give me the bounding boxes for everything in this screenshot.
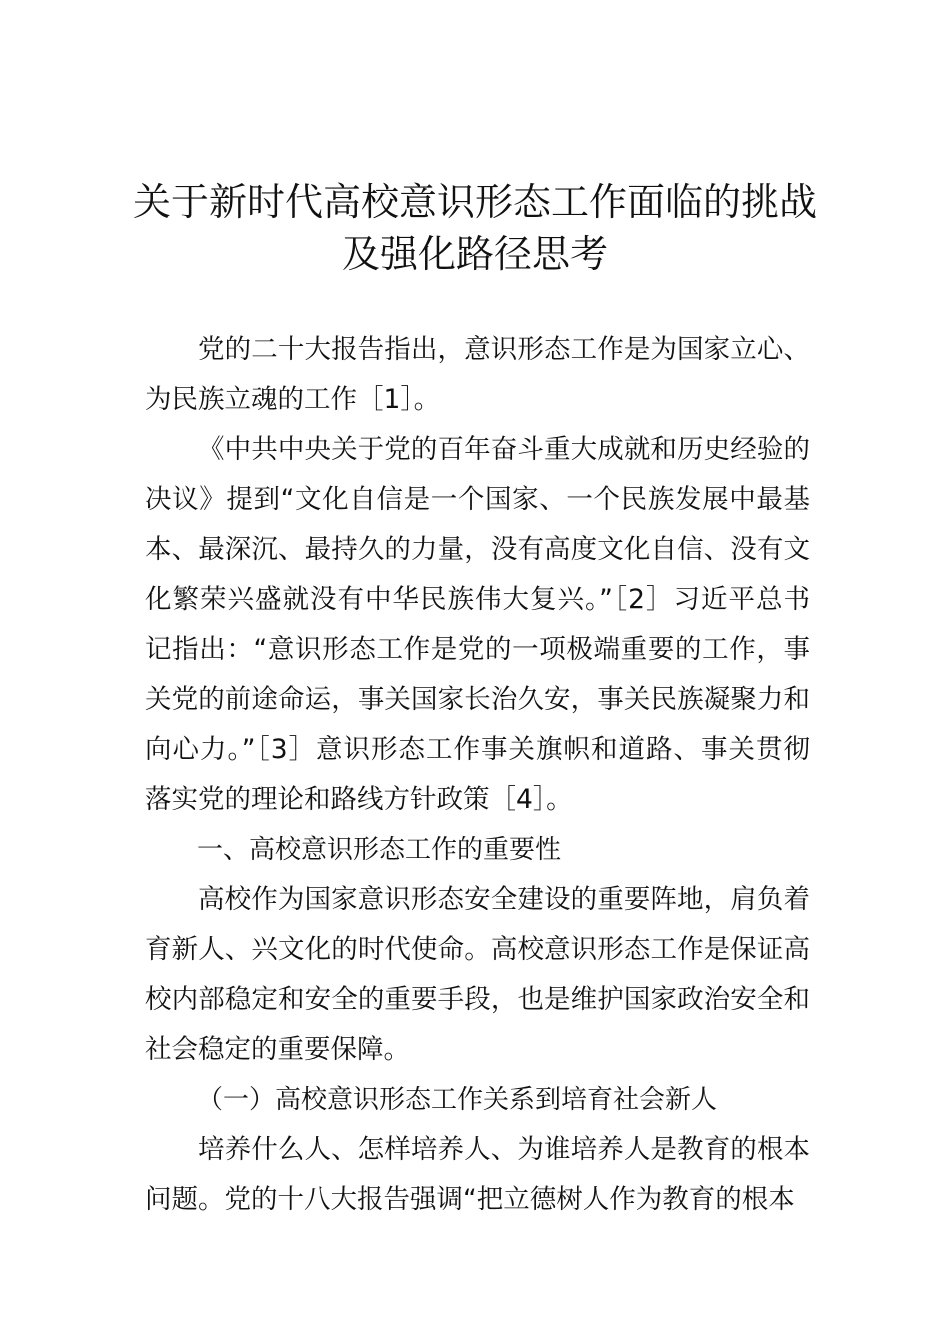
paragraph-importance: 高校作为国家意识形态安全建设的重要阵地，肩负着育新人、兴文化的时代使命。高校意识形态工作是保证高校内部稳定和安全的重要手段，也是维护国家政治安全和社会稳定的重要保障。 xyxy=(145,884,810,1065)
paragraph-intro: 党的二十大报告指出，意识形态工作是为国家立心、为民族立魂的工作［1］。 xyxy=(145,334,810,415)
paragraph-resolution: 《中共中央关于党的百年奋斗重大成就和历史经验的决议》提到“文化自信是一个国家、一个民族发展中最基本、最深沉、最持久的力量，没有高度文化自信、没有文化繁荣兴盛就没有中华民族伟大复兴。”［2］习近平总书记指出：“意识形态工作是党的一项极端重要的工作，事关党的前途命运，事关国家长治久安，事关民族凝聚力和向心力。”［3］意识形态工作事关旗帜和道路、事关贯彻落实党的理论和路线方针政策［4］。 xyxy=(145,434,810,815)
paragraph-education: 培养什么人、怎样培养人、为谁培养人是教育的根本问题。党的十八大报告强调“把立德树人作为教育的根本 xyxy=(145,1134,810,1215)
title-line-2: 及强化路径思考 xyxy=(341,232,608,276)
title-line-1: 关于新时代高校意识形态工作面临的挑战 xyxy=(132,180,817,224)
document-title xyxy=(100,176,850,280)
document-body xyxy=(145,325,810,1225)
section-heading-1: 一、高校意识形态工作的重要性 xyxy=(197,835,562,865)
subsection-heading-1: （一）高校意识形态工作关系到培育社会新人 xyxy=(197,1085,718,1115)
